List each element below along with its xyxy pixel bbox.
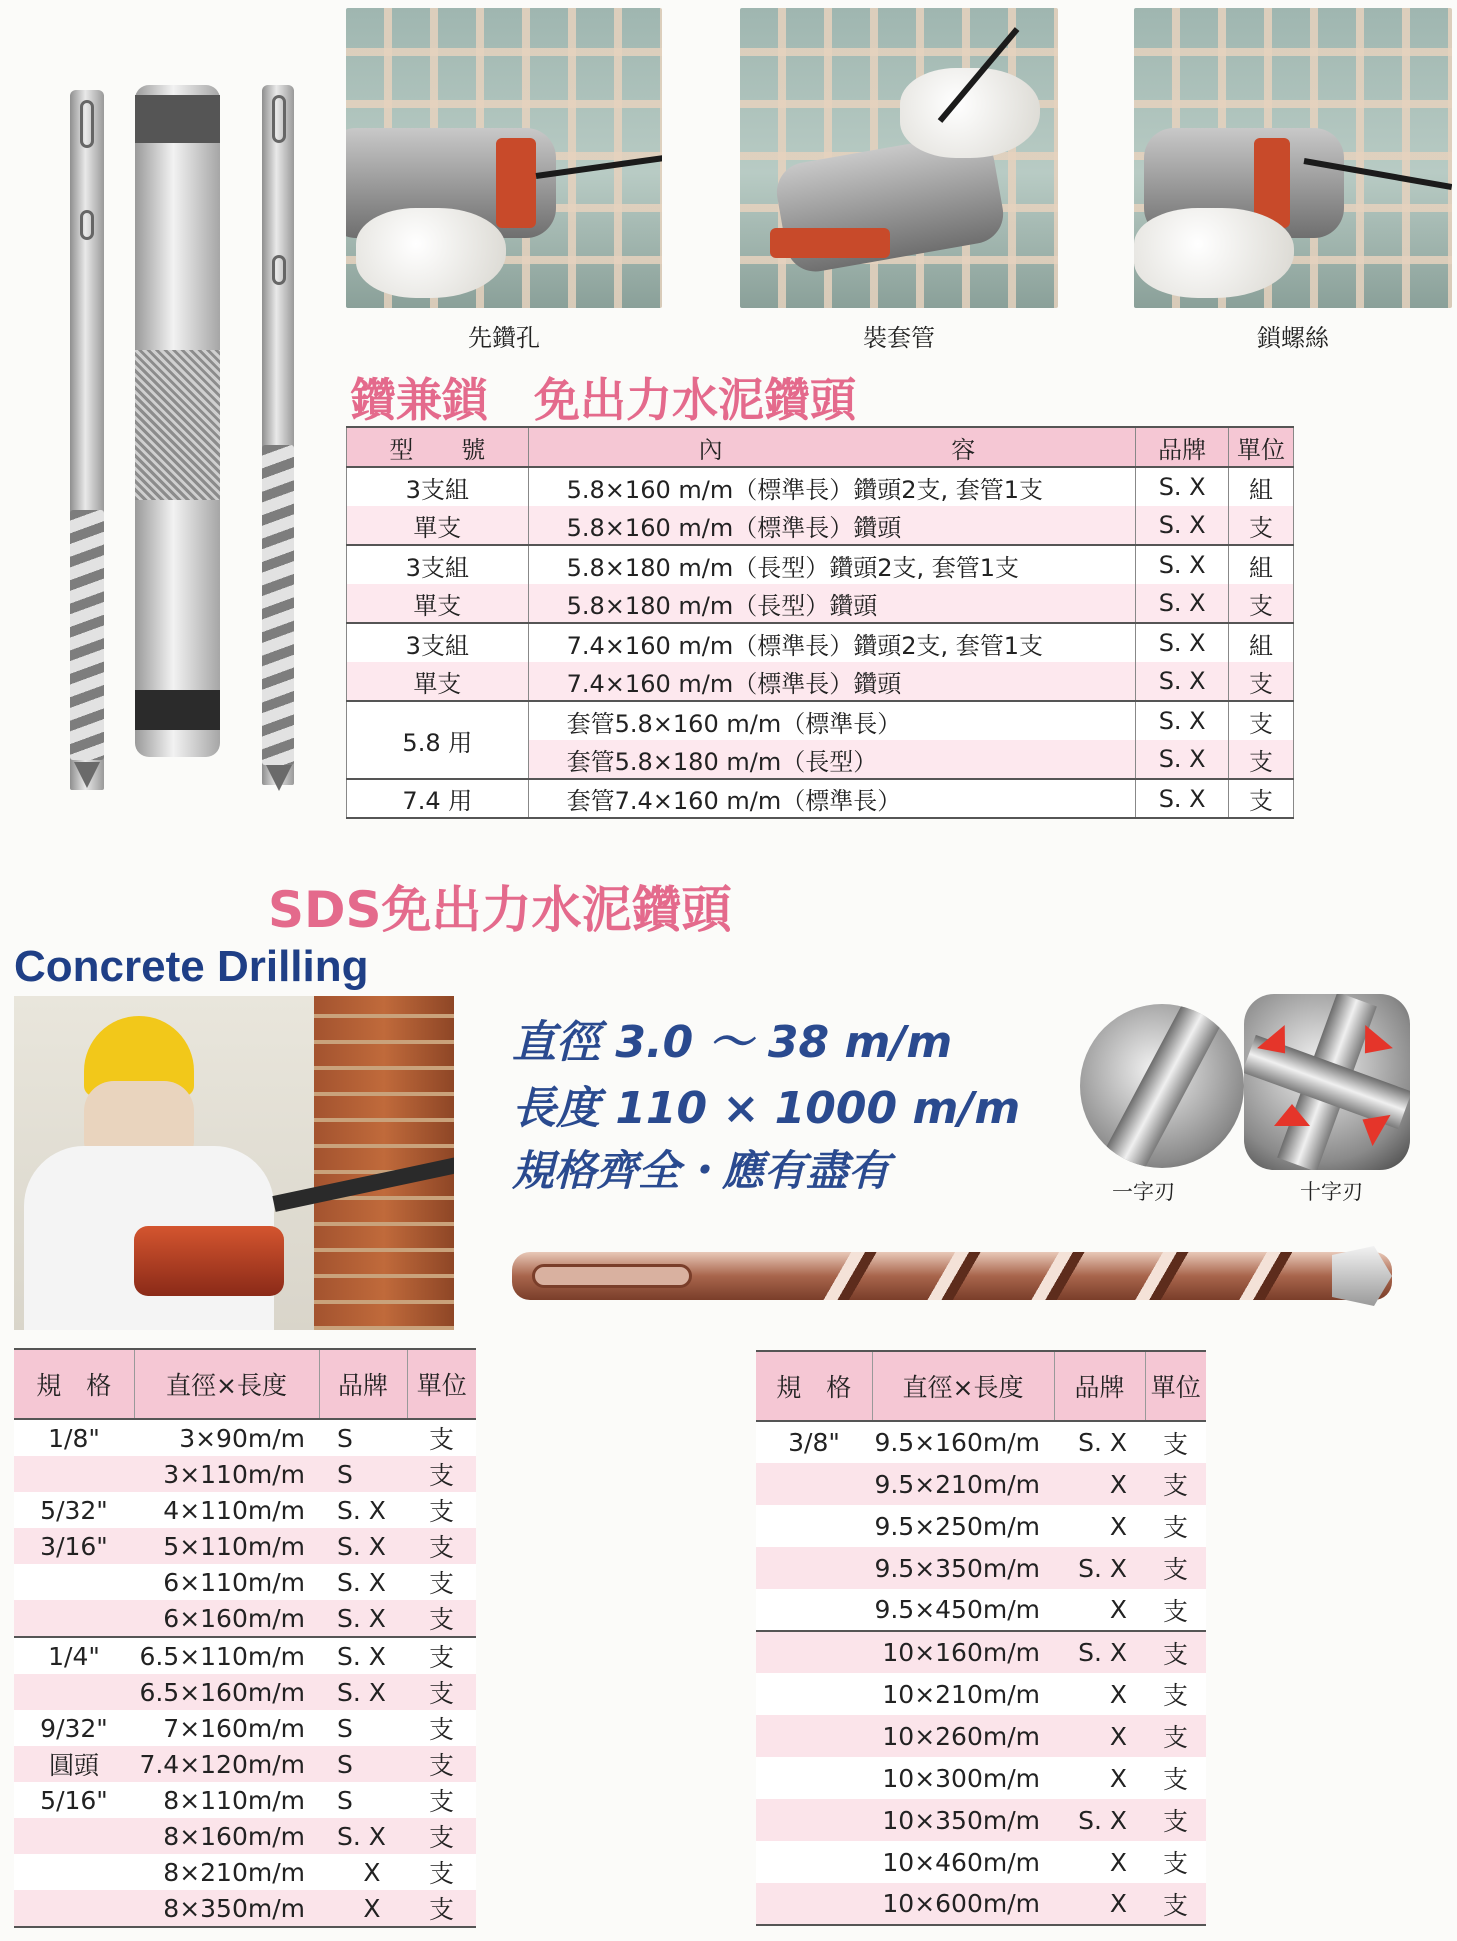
brand-cell: S [319,1782,407,1818]
spec-cell [756,1715,872,1757]
model-cell: 單支 [347,584,529,623]
unit-cell: 支 [1145,1421,1206,1463]
spec-cell [756,1631,872,1673]
size-cell: 6×160m/m [134,1600,319,1637]
table-row [347,701,1294,740]
content-cell: 套管7.4×160 m/m（標準長） [528,779,1136,818]
unit-cell: 支 [407,1456,476,1492]
table-row [14,1637,476,1674]
content-cell: 7.4×160 m/m（標準長）鑽頭 [528,662,1136,701]
unit-cell: 支 [1145,1673,1206,1715]
spec-cell [14,1674,134,1710]
model-cell: 3支組 [347,467,529,506]
table-row [14,1746,476,1782]
header-brand: 品牌 [1054,1351,1145,1421]
brand-cell: X [319,1854,407,1890]
table-row [347,584,1294,623]
spec-cell [14,1600,134,1637]
size-cell: 7.4×120m/m [134,1746,319,1782]
size-cell: 8×110m/m [134,1782,319,1818]
header-content: 內 容 [528,427,1136,467]
unit-cell: 支 [1145,1715,1206,1757]
model-cell: 5.8 用 [347,701,529,779]
unit-cell: 支 [1229,779,1294,818]
brand-cell: S. X [1054,1799,1145,1841]
table-row [756,1589,1206,1631]
table-row [14,1782,476,1818]
flat-tip-image [1080,1004,1244,1168]
size-cell: 9.5×350m/m [872,1547,1054,1589]
brand-cell: X [1054,1589,1145,1631]
brand-cell: S. X [1136,545,1229,584]
table-row [14,1564,476,1600]
brand-cell: S. X [319,1492,407,1528]
spec-cell [756,1841,872,1883]
brand-cell: S. X [1136,584,1229,623]
sleeve-tube [135,85,220,757]
unit-cell: 支 [407,1746,476,1782]
unit-cell: 支 [407,1818,476,1854]
size-cell: 10×350m/m [872,1799,1054,1841]
table-row [14,1492,476,1528]
spec-cell: 5/16" [14,1782,134,1818]
brand-cell: S. X [1054,1421,1145,1463]
spec-diameter: 直徑 3.0 ～ 38 m/m [512,1017,953,1068]
spec-cell [14,1564,134,1600]
size-cell: 7×160m/m [134,1710,319,1746]
header-spec: 規 格 [756,1351,872,1421]
brand-cell: X [319,1890,407,1927]
unit-cell: 支 [1229,701,1294,740]
brand-cell: S [319,1456,407,1492]
table-row [756,1631,1206,1673]
table-row [756,1505,1206,1547]
size-cell: 9.5×210m/m [872,1463,1054,1505]
section1-title: 鑽兼鎖 免出力水泥鑽頭 [350,373,856,427]
unit-cell: 支 [407,1600,476,1637]
brand-cell: S. X [319,1600,407,1637]
content-cell: 套管5.8×180 m/m（長型） [528,740,1136,779]
table-row [347,623,1294,662]
step1-caption: 先鑽孔 [468,324,540,352]
section2-title: SDS免出力水泥鑽頭 [268,881,732,939]
model-cell: 單支 [347,662,529,701]
table-row [347,467,1294,506]
unit-cell: 支 [407,1637,476,1674]
brand-cell: X [1054,1715,1145,1757]
brand-cell: X [1054,1505,1145,1547]
cross-tip-image [1244,994,1410,1170]
brand-cell: S. X [1136,740,1229,779]
unit-cell: 組 [1229,467,1294,506]
spec-length: 長度 110 × 1000 m/m [512,1083,1021,1134]
size-cell: 4×110m/m [134,1492,319,1528]
brand-cell: S. X [1136,506,1229,545]
table-row [347,662,1294,701]
unit-cell: 支 [407,1419,476,1456]
size-cell: 10×300m/m [872,1757,1054,1799]
spec-cell: 9/32" [14,1710,134,1746]
unit-cell: 支 [1229,662,1294,701]
size-cell: 10×160m/m [872,1631,1054,1673]
brand-cell: X [1054,1841,1145,1883]
content-cell: 5.8×180 m/m（長型）鑽頭2支, 套管1支 [528,545,1136,584]
size-cell: 9.5×250m/m [872,1505,1054,1547]
worker-photo [14,996,454,1330]
table-row [756,1715,1206,1757]
brand-cell: S. X [319,1637,407,1674]
size-cell: 6×110m/m [134,1564,319,1600]
unit-cell: 支 [1145,1799,1206,1841]
size-cell: 3×110m/m [134,1456,319,1492]
brand-cell: S. X [319,1528,407,1564]
table-row [756,1883,1206,1925]
size-cell: 10×260m/m [872,1715,1054,1757]
spec-cell [756,1673,872,1715]
step3-photo [1134,8,1452,308]
size-cell: 5×110m/m [134,1528,319,1564]
brand-cell: S [319,1419,407,1456]
spec-cell [756,1799,872,1841]
model-cell: 7.4 用 [347,779,529,818]
spec-cell: 圓頭 [14,1746,134,1782]
size-cell: 10×600m/m [872,1883,1054,1925]
size-cell: 10×460m/m [872,1841,1054,1883]
drill-bit-left [70,90,104,790]
spec-cell [14,1854,134,1890]
header-model: 型 號 [347,427,529,467]
drill-bit-right [262,85,294,785]
spec-cell [756,1589,872,1631]
spec-cell: 3/8" [756,1421,872,1463]
spec-cell [756,1547,872,1589]
unit-cell: 支 [407,1528,476,1564]
unit-cell: 支 [407,1782,476,1818]
header-spec: 規 格 [14,1349,134,1419]
content-cell: 7.4×160 m/m（標準長）鑽頭2支, 套管1支 [528,623,1136,662]
sds-table-right [756,1350,1206,1926]
unit-cell: 組 [1229,623,1294,662]
table-row [756,1841,1206,1883]
brand-cell: S. X [1136,779,1229,818]
table-row [756,1673,1206,1715]
section2-subtitle: Concrete Drilling [14,942,369,991]
brand-cell: S [319,1710,407,1746]
unit-cell: 支 [407,1674,476,1710]
size-cell: 9.5×160m/m [872,1421,1054,1463]
table-row [756,1799,1206,1841]
size-cell: 6.5×160m/m [134,1674,319,1710]
table-row [756,1463,1206,1505]
brand-cell: S. X [1054,1631,1145,1673]
header-unit: 單位 [407,1349,476,1419]
spec-cell [756,1463,872,1505]
brand-cell: S. X [1136,623,1229,662]
model-cell: 單支 [347,506,529,545]
table-row [14,1890,476,1927]
model-cell: 3支組 [347,623,529,662]
table-row [14,1710,476,1746]
content-cell: 套管5.8×160 m/m（標準長） [528,701,1136,740]
unit-cell: 支 [1145,1631,1206,1673]
table-row [347,506,1294,545]
table-row [14,1600,476,1637]
header-size: 直徑×長度 [134,1349,319,1419]
spec-cell: 1/8" [14,1419,134,1456]
cross-tip-label: 十字刃 [1300,1180,1363,1204]
sds-table-left [14,1348,476,1928]
unit-cell: 支 [1229,584,1294,623]
brand-cell: X [1054,1463,1145,1505]
brand-cell: S. X [1054,1547,1145,1589]
unit-cell: 支 [1145,1589,1206,1631]
size-cell: 8×160m/m [134,1818,319,1854]
table-row [14,1419,476,1456]
brand-cell: S. X [1136,701,1229,740]
section1-table [346,426,1294,819]
size-cell: 3×90m/m [134,1419,319,1456]
step2-photo [740,8,1058,308]
header-unit: 單位 [1229,427,1294,467]
table-row [347,545,1294,584]
unit-cell: 支 [1229,740,1294,779]
size-cell: 6.5×110m/m [134,1637,319,1674]
content-cell: 5.8×160 m/m（標準長）鑽頭 [528,506,1136,545]
unit-cell: 支 [1145,1757,1206,1799]
table-row [14,1818,476,1854]
header-size: 直徑×長度 [872,1351,1054,1421]
flat-tip-label: 一字刃 [1112,1180,1175,1204]
table-row [756,1421,1206,1463]
step1-photo [346,8,662,308]
spec-complete: 規格齊全・應有盡有 [512,1146,891,1195]
brand-cell: S. X [1136,467,1229,506]
unit-cell: 支 [407,1890,476,1927]
unit-cell: 支 [1229,506,1294,545]
unit-cell: 支 [1145,1883,1206,1925]
unit-cell: 組 [1229,545,1294,584]
table-row [347,779,1294,818]
size-cell: 9.5×450m/m [872,1589,1054,1631]
size-cell: 8×350m/m [134,1890,319,1927]
size-cell: 8×210m/m [134,1854,319,1890]
spec-cell [756,1757,872,1799]
brand-cell: S. X [319,1564,407,1600]
spec-cell [14,1818,134,1854]
brand-cell: S. X [319,1674,407,1710]
content-cell: 5.8×180 m/m（長型）鑽頭 [528,584,1136,623]
header-brand: 品牌 [1136,427,1229,467]
brand-cell: X [1054,1757,1145,1799]
spec-cell [14,1456,134,1492]
unit-cell: 支 [407,1564,476,1600]
step2-caption: 裝套管 [863,324,935,352]
unit-cell: 支 [1145,1547,1206,1589]
step3-caption: 鎖螺絲 [1257,324,1329,352]
header-brand: 品牌 [319,1349,407,1419]
brand-cell: X [1054,1883,1145,1925]
sds-drill-bit [512,1252,1392,1300]
unit-cell: 支 [1145,1505,1206,1547]
spec-cell [14,1890,134,1927]
unit-cell: 支 [407,1492,476,1528]
brand-cell: S. X [319,1818,407,1854]
spec-cell: 3/16" [14,1528,134,1564]
brand-cell: X [1054,1673,1145,1715]
model-cell: 3支組 [347,545,529,584]
table-row [756,1547,1206,1589]
spec-cell: 5/32" [14,1492,134,1528]
spec-cell [756,1883,872,1925]
header-unit: 單位 [1145,1351,1206,1421]
table-row [14,1854,476,1890]
table-row [14,1456,476,1492]
spec-cell [756,1505,872,1547]
spec-cell: 1/4" [14,1637,134,1674]
content-cell: 5.8×160 m/m（標準長）鑽頭2支, 套管1支 [528,467,1136,506]
table-row [756,1757,1206,1799]
unit-cell: 支 [1145,1841,1206,1883]
unit-cell: 支 [407,1710,476,1746]
unit-cell: 支 [1145,1463,1206,1505]
table-row [14,1528,476,1564]
size-cell: 10×210m/m [872,1673,1054,1715]
brand-cell: S [319,1746,407,1782]
brand-cell: S. X [1136,662,1229,701]
unit-cell: 支 [407,1854,476,1890]
table-row [14,1674,476,1710]
